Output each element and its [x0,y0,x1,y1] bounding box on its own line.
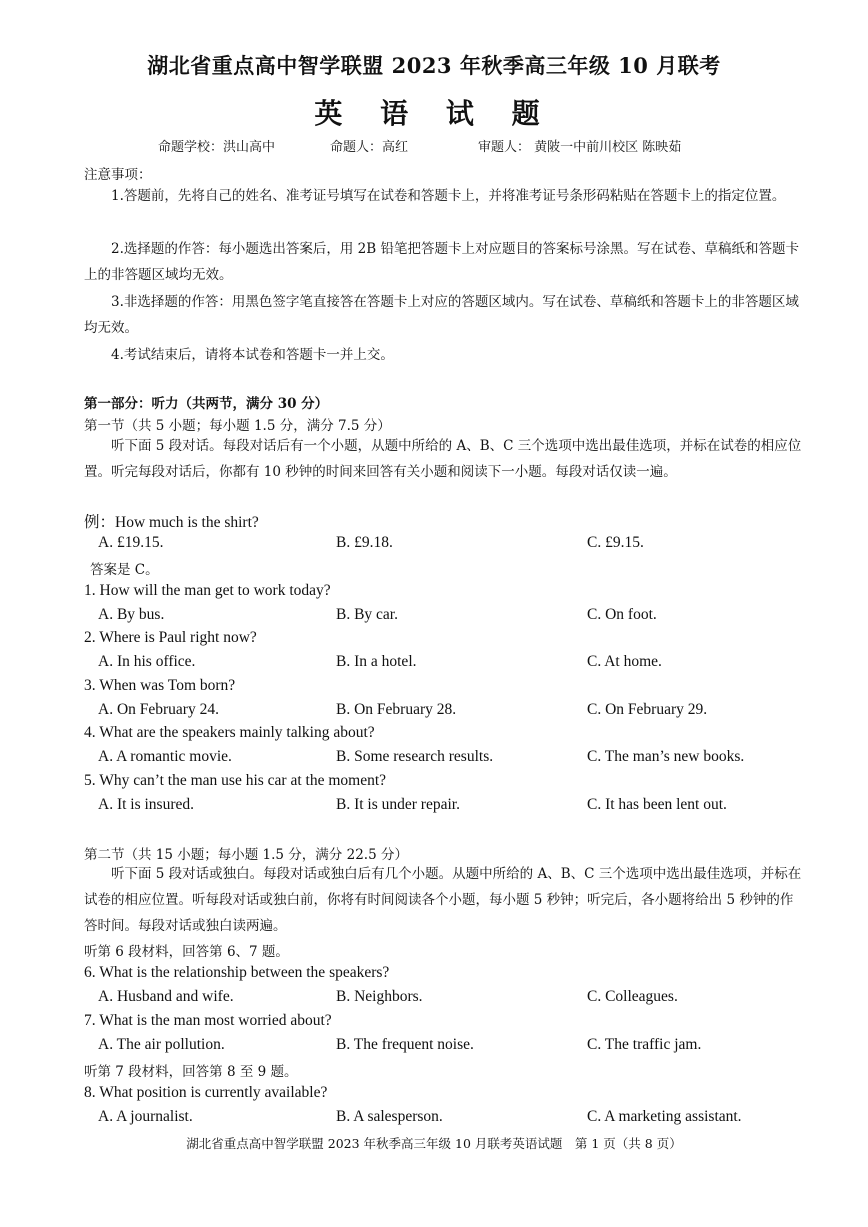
question-5-option-a: A. It is insured. [98,796,195,813]
question-4: 4. What are the speakers mainly talking about? [84,724,375,741]
question-6-option-c: C. Colleagues. [587,988,678,1005]
question-5-option-c: C. It has been lent out. [587,796,727,813]
question-6-option-a: A. Husband and wife. [98,988,234,1005]
question-4-option-b: B. Some research results. [336,748,494,765]
material-7-note: 听第 7 段材料，回答第 8 至 9 题。 [84,1064,298,1080]
page-footer: 湖北省重点高中智学联盟 2023 年秋季高三年级 10 月联考英语试题 第 1 页（共 8 页） [186,1136,682,1151]
note-item-4: 4.考试结束后，请将本试卷和答题卡一并上交。 [111,347,394,363]
subject-title: 英 语 试 题 [314,97,554,130]
exam-title: 湖北省重点高中智学联盟 2023 年秋季高三年级 10 月联考 [147,53,721,78]
setter-school: 命题学校：洪山高中 [158,140,276,155]
question-1: 1. How will the man get to work today? [84,582,331,599]
question-6: 6. What is the relationship between the speakers? [84,964,390,981]
question-5-option-b: B. It is under repair. [336,796,460,813]
question-4-option-a: A. A romantic movie. [98,748,232,765]
note-item-3: 3.非选择题的作答：用黑色签字笔直接答在答题卡上对应的答题区域内。写在试卷、草稿纸和答题卡上的非答题区域均无效。 [84,294,799,336]
section1-heading: 第一节（共 5 小题；每小题 1.5 分，满分 7.5 分） [84,418,391,434]
material-6-note: 听第 6 段材料，回答第 6、7 题。 [84,944,289,960]
question-3-option-a: A. On February 24. [98,701,219,718]
notes-heading: 注意事项： [84,167,152,183]
section2-instructions: 听下面 5 段对话或独白。每段对话或独白后有几个小题。从题中所给的 A、B、C 三个选项中选出最佳选项，并标在试卷的相应位置。听每段对话或独白前，你将有时间阅读各个小题，每小题 5 秒钟；听完后，各小题将给出 5 秒钟的作答时间。每段对话或独白读两遍。 [84,866,802,934]
question-8-option-a: A. A journalist. [98,1108,193,1125]
question-8: 8. What position is currently available? [84,1084,328,1101]
question-7: 7. What is the man most worried about? [84,1012,332,1029]
note-item-1: 1.答题前，先将自己的姓名、准考证号填写在试卷和答题卡上，并将准考证号条形码粘贴在答题卡上的指定位置。 [111,188,786,204]
question-8-option-c: C. A marketing assistant. [587,1108,742,1125]
example-option-b: B. £9.18. [336,534,393,551]
question-2-option-b: B. In a hotel. [336,653,417,670]
question-4-option-c: C. The man’s new books. [587,748,745,765]
question-1-option-a: A. By bus. [98,606,165,623]
question-1-option-c: C. On foot. [587,606,657,623]
question-3: 3. When was Tom born? [84,677,236,694]
question-1-option-b: B. By car. [336,606,398,623]
setter-name: 命题人：高红 [330,140,409,155]
part1-heading: 第一部分：听力（共两节，满分 30 分） [84,396,329,412]
example-option-c: C. £9.15. [587,534,644,551]
question-6-option-b: B. Neighbors. [336,988,423,1005]
question-7-option-c: C. The traffic jam. [587,1036,702,1053]
example-answer: 答案是 C。 [90,562,159,578]
question-3-option-c: C. On February 29. [587,701,708,718]
section2-heading: 第二节（共 15 小题；每小题 1.5 分，满分 22.5 分） [84,847,408,863]
question-5: 5. Why can’t the man use his car at the moment? [84,772,387,789]
note-item-2: 2.选择题的作答：每小题选出答案后，用 2B 铅笔把答题卡上对应题目的答案标号涂黑。写在试卷、草稿纸和答题卡上的非答题区域均无效。 [84,241,799,283]
question-2-option-c: C. At home. [587,653,662,670]
question-7-option-b: B. The frequent noise. [336,1036,474,1053]
example-option-a: A. £19.15. [98,534,164,551]
question-2: 2. Where is Paul right now? [84,629,257,646]
question-8-option-b: B. A salesperson. [336,1108,443,1125]
section1-instructions: 听下面 5 段对话。每段对话后有一个小题，从题中所给的 A、B、C 三个选项中选出最佳选项，并标在试卷的相应位置。听完每段对话后，你都有 10 秒钟的时间来回答有关小题和阅读下一小题。每段对话仅读一遍。 [84,438,802,480]
example-question: 例：How much is the shirt? [84,514,259,531]
question-3-option-b: B. On February 28. [336,701,457,718]
question-2-option-a: A. In his office. [98,653,196,670]
question-7-option-a: A. The air pollution. [98,1036,225,1053]
reviewer-name: 审题人： 黄陂一中前川校区 陈映茹 [478,140,682,155]
